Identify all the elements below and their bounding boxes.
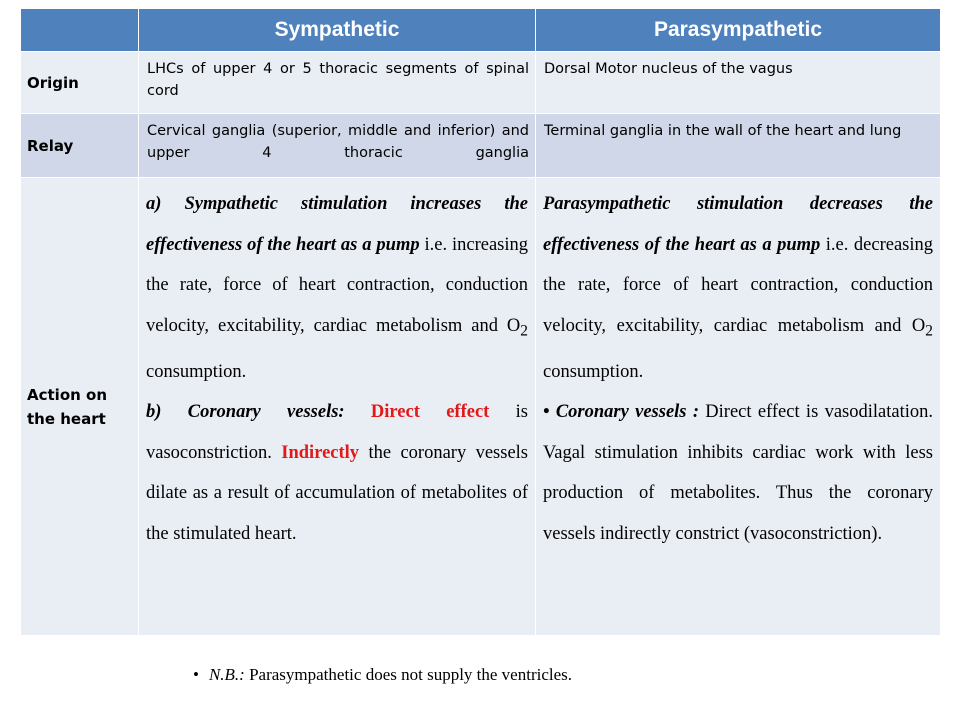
row-origin xyxy=(21,52,941,114)
footnote xyxy=(193,665,572,685)
origin-sympathetic: LHCs of upper 4 or 5 thoracic segments of spinal cord xyxy=(139,52,536,114)
row-relay xyxy=(21,114,941,178)
sympathetic-effect-b: b) Coronary vessels: Direct effect is vasoconstriction. Indirectly the coronary vessels dilate as a result of accumulation of metabolites of the stimulated heart. xyxy=(146,402,528,544)
bullet-icon: • xyxy=(543,402,550,423)
relay-label: Relay xyxy=(21,114,139,178)
relay-sympathetic: Cervical ganglia (superior, middle and inferior) and upper 4 thoracic ganglia xyxy=(139,114,536,178)
row-action xyxy=(21,178,941,636)
header-sympathetic: Sympathetic xyxy=(139,9,536,52)
action-sympathetic xyxy=(139,178,536,636)
footnote-label: N.B.: xyxy=(208,665,245,684)
indirectly-highlight: Indirectly xyxy=(281,442,360,463)
bullet-icon: • xyxy=(193,665,199,684)
header-empty xyxy=(21,9,139,52)
action-parasympathetic xyxy=(536,178,941,636)
direct-effect-highlight: Direct effect xyxy=(370,402,490,423)
comparison-table xyxy=(20,8,941,636)
header-parasympathetic: Parasympathetic xyxy=(536,9,941,52)
parasympathetic-coronary: • Coronary vessels : Direct effect is vasodilatation. Vagal stimulation inhibits cardiac work with less production of metabolites. Thus the coronary vessels indirectly constrict (vasoconstriction). xyxy=(543,402,934,544)
sympathetic-effect-a: a) Sympathetic stimulation increases the effectiveness of the heart as a pump i.e. increasing the rate, force of heart contraction, conduction velocity, excitability, cardiac metabolism and $O_2$ consumption. xyxy=(146,194,528,382)
origin-parasympathetic: Dorsal Motor nucleus of the vagus xyxy=(536,52,941,114)
footnote-text: Parasympathetic does not supply the ventricles. xyxy=(244,665,573,684)
action-label: Action on the heart xyxy=(21,178,139,636)
header-row xyxy=(21,9,941,52)
parasympathetic-effect: Parasympathetic stimulation decreases the effectiveness of the heart as a pump i.e. decreasing the rate, force of heart contraction, conduction velocity, excitability, cardiac metabolism and $O_2$ consumption. xyxy=(543,194,933,382)
relay-parasympathetic: Terminal ganglia in the wall of the heart and lung xyxy=(536,114,941,178)
origin-label: Origin xyxy=(21,52,139,114)
